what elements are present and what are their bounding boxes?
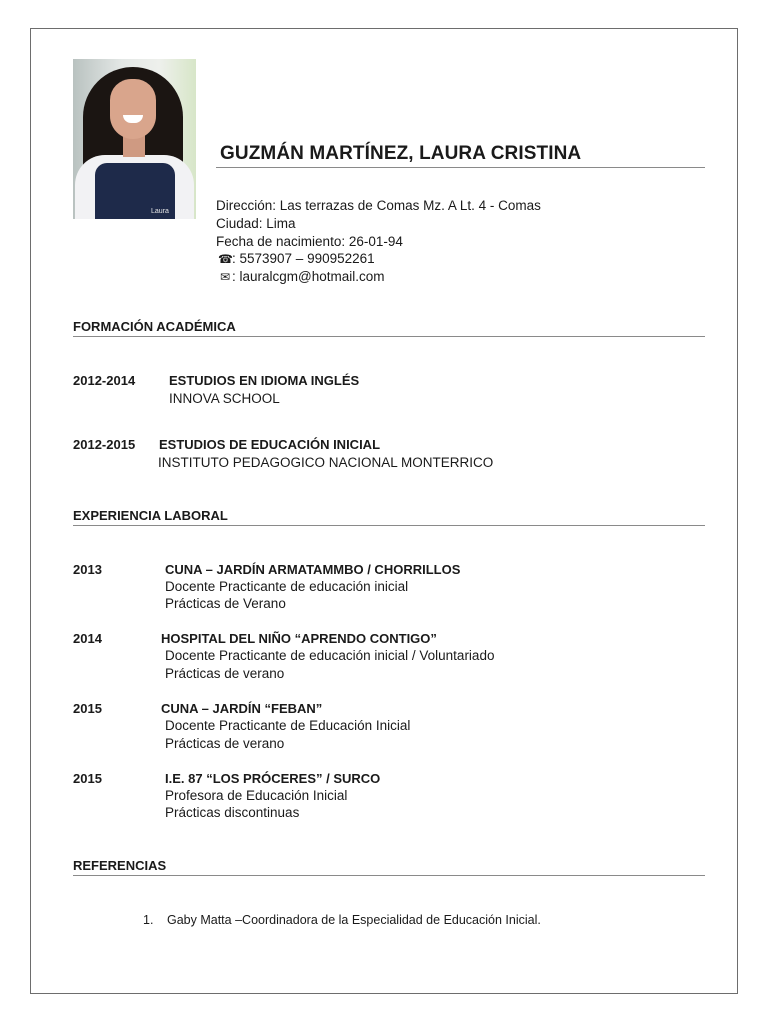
section-rule-education (73, 336, 705, 337)
experience-year: 2013 (73, 562, 102, 577)
education-place: INNOVA SCHOOL (169, 391, 280, 406)
education-years: 2012-2014 (73, 373, 136, 388)
contact-city: Ciudad: Lima (216, 216, 296, 231)
contact-address: Dirección: Las terrazas de Comas Mz. A Lt. 4 - Comas (216, 198, 541, 213)
experience-role: Docente Practicante de Educación Inicial (165, 718, 411, 733)
education-title: ESTUDIOS EN IDIOMA INGLÉS (169, 373, 360, 388)
section-heading-experience: EXPERIENCIA LABORAL (73, 508, 228, 523)
education-title: ESTUDIOS DE EDUCACIÓN INICIAL (159, 437, 381, 452)
photo-badge-text: Laura (151, 208, 169, 215)
section-rule-experience (73, 525, 705, 526)
experience-role: Docente Practicante de educación inicial / Voluntariado (165, 648, 495, 663)
section-heading-education: FORMACIÓN ACADÉMICA (73, 319, 236, 334)
section-rule-references (73, 875, 705, 876)
name-underline (216, 167, 705, 168)
experience-title: I.E. 87 “LOS PRÓCERES” / SURCO (165, 771, 381, 786)
phone-icon: ☎ (218, 252, 233, 266)
experience-title: CUNA – JARDÍN “FEBAN” (161, 701, 323, 716)
contact-email: : lauralcgm@hotmail.com (232, 269, 385, 284)
contact-birth: Fecha de nacimiento: 26-01-94 (216, 234, 403, 249)
experience-role: Docente Practicante de educación inicial (165, 579, 409, 594)
experience-detail: Prácticas discontinuas (165, 805, 300, 820)
reference-text: Gaby Matta –Coordinadora de la Especialidad de Educación Inicial. (167, 913, 541, 927)
profile-photo (73, 59, 196, 219)
education-place: INSTITUTO PEDAGOGICO NACIONAL MONTERRICO (158, 455, 494, 470)
experience-title: CUNA – JARDÍN ARMATAMMBO / CHORRILLOS (165, 562, 461, 577)
contact-email-row (218, 268, 385, 287)
contact-phone: : 5573907 – 990952261 (232, 251, 375, 266)
contact-phone-row (218, 250, 375, 269)
experience-year: 2015 (73, 701, 102, 716)
cv-name: GUZMÁN MARTÍNEZ, LAURA CRISTINA (220, 143, 582, 164)
education-years: 2012-2015 (73, 437, 136, 452)
experience-title: HOSPITAL DEL NIÑO “APRENDO CONTIGO” (161, 631, 437, 646)
reference-number: 1. (143, 913, 154, 927)
experience-detail: Prácticas de verano (165, 736, 285, 751)
experience-year: 2014 (73, 631, 102, 646)
experience-detail: Prácticas de verano (165, 666, 285, 681)
envelope-icon: ✉ (219, 270, 231, 284)
experience-detail: Prácticas de Verano (165, 596, 286, 611)
experience-role: Profesora de Educación Inicial (165, 788, 348, 803)
experience-year: 2015 (73, 771, 102, 786)
section-heading-references: REFERENCIAS (73, 858, 167, 873)
